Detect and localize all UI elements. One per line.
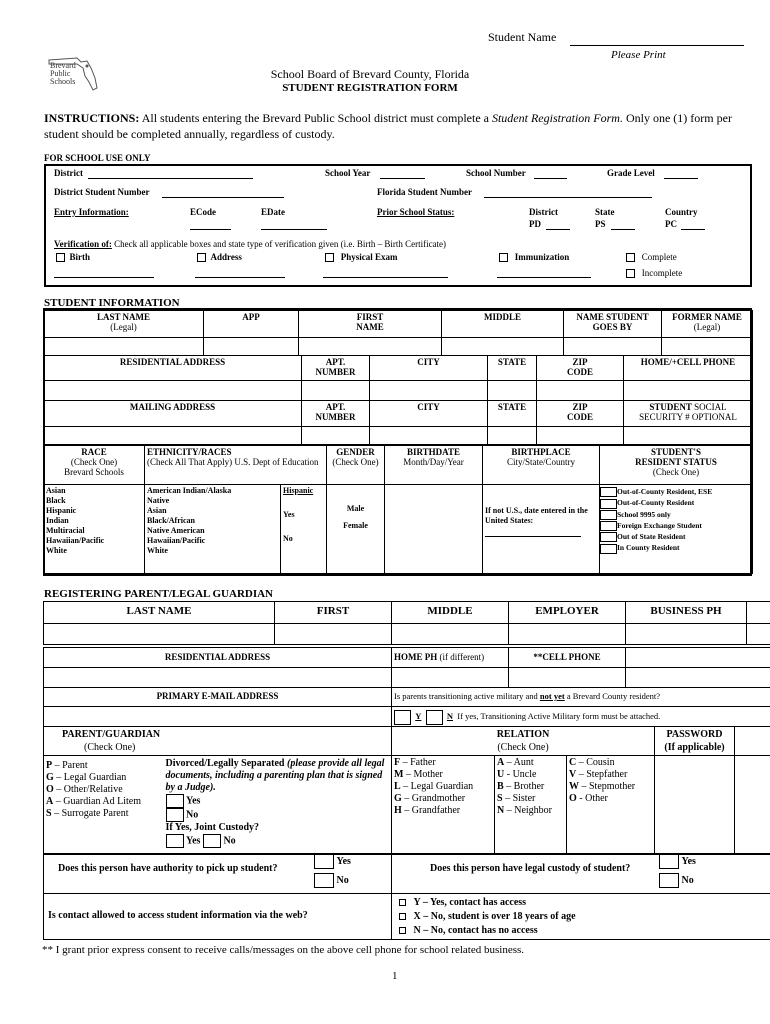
- verification-text: Check all applicable boxes and state type of verification given (i.e. Birth – Birth Certificate): [111, 239, 447, 249]
- florida-student-number-field[interactable]: [484, 197, 652, 198]
- res-checkbox[interactable]: [600, 521, 617, 531]
- immunization-check-row[interactable]: [499, 252, 569, 262]
- immunization-checkbox[interactable]: [499, 253, 508, 262]
- state-header: STATE: [488, 356, 537, 381]
- pg-option[interactable]: P – Parent: [46, 760, 88, 771]
- physical-exam-checkbox[interactable]: [325, 253, 334, 262]
- ethnicity-options[interactable]: [145, 485, 281, 574]
- guardian-contact-edge-input: [626, 668, 770, 688]
- address-label: Address: [210, 252, 242, 262]
- pd-label: PD: [529, 219, 541, 229]
- gender-header: GENDER (Check One): [327, 446, 385, 485]
- instructions-text-a: All students entering the Brevard Public School district must complete a: [139, 111, 492, 125]
- app-input[interactable]: [204, 338, 299, 356]
- race-options[interactable]: [44, 485, 145, 574]
- guardian-first-header: FIRST: [275, 602, 392, 624]
- res-address-header: RESIDENTIAL ADDRESS: [44, 356, 302, 381]
- pg-header: PARENT/GUARDIAN (Check One): [44, 727, 392, 756]
- ethnicity-option[interactable]: Native American: [147, 526, 205, 535]
- divorced-text: Divorced/Legally Separated (please provide all legal documents, including a parenting plan that is signed by a Judge).: [165, 758, 385, 793]
- instructions: [44, 110, 744, 142]
- student-address-table: [43, 355, 753, 445]
- joint-yes-checkbox[interactable]: [166, 834, 184, 848]
- school-year-field[interactable]: [380, 178, 425, 179]
- military-note: If yes, Transitioning Active Military form must be attached.: [457, 711, 661, 721]
- hispanic-yes[interactable]: Yes: [283, 510, 295, 519]
- mailing-apt-header: APT. NUMBER: [302, 401, 370, 427]
- res-checkbox[interactable]: [600, 544, 617, 554]
- pg-option[interactable]: A – Guardian Ad Litem: [46, 796, 141, 807]
- city-input[interactable]: [370, 381, 488, 401]
- physical-exam-label: Physical Exam: [340, 252, 398, 262]
- pickup-cell: [44, 854, 392, 894]
- grade-level-field[interactable]: [664, 178, 698, 179]
- address-checkbox[interactable]: [197, 253, 206, 262]
- former-name-input[interactable]: [662, 338, 753, 356]
- race-option[interactable]: Hawaiian/Pacific: [46, 536, 105, 545]
- guardian-res-address-header: RESIDENTIAL ADDRESS: [44, 648, 392, 668]
- mailing-apt-input[interactable]: [302, 427, 370, 445]
- first-name-input[interactable]: [299, 338, 442, 356]
- birthplace-header: BIRTHPLACE City/State/Country: [483, 446, 600, 485]
- former-name-header: FORMER NAME (Legal): [662, 311, 753, 338]
- race-option[interactable]: White: [46, 546, 67, 555]
- guardian-middle-input[interactable]: [392, 624, 509, 645]
- page-number: 1: [392, 970, 398, 982]
- military-y-checkbox[interactable]: [394, 710, 411, 725]
- apt-input[interactable]: [302, 381, 370, 401]
- zip-input[interactable]: [537, 381, 624, 401]
- res-option-row[interactable]: Out-of-County Resident, ESE: [600, 486, 750, 497]
- guardian-middle-header: MIDDLE: [392, 602, 509, 624]
- password-header: PASSWORD (If applicable): [655, 727, 735, 756]
- res-checkbox[interactable]: [600, 532, 617, 542]
- address-check-row[interactable]: [197, 252, 242, 262]
- relation-option[interactable]: W – Stepmother: [569, 781, 636, 792]
- relation-option[interactable]: L – Legal Guardian: [394, 781, 474, 792]
- race-option[interactable]: Indian: [46, 516, 69, 525]
- custody-cell: [392, 854, 770, 894]
- district-field[interactable]: [88, 178, 253, 179]
- ps-label: PS: [595, 219, 606, 229]
- birth-verification-field[interactable]: [54, 277, 154, 278]
- military-n-label: N: [446, 711, 454, 721]
- hispanic-label: Hispanic: [283, 486, 314, 495]
- guardian-contact-table: [43, 647, 770, 727]
- relation-table: [43, 726, 770, 855]
- relation-option[interactable]: M – Mother: [394, 769, 443, 780]
- verification-label: Verification of:: [54, 239, 112, 249]
- web-y-checkbox[interactable]: [399, 899, 406, 906]
- res-option-row[interactable]: Out-of-County Resident: [600, 497, 750, 508]
- gender-female[interactable]: Female: [343, 521, 368, 530]
- joint-options[interactable]: Yes No: [166, 834, 390, 848]
- resident-status-options[interactable]: [600, 485, 753, 574]
- guardian-cell-header: **CELL PHONE: [509, 648, 626, 668]
- city-header: CITY: [370, 356, 488, 381]
- relation-option[interactable]: B – Brother: [497, 781, 545, 792]
- pg-options[interactable]: [44, 756, 164, 855]
- complete-checkbox[interactable]: [626, 253, 635, 262]
- mailing-state-input[interactable]: [488, 427, 537, 445]
- please-print-note: Please Print: [611, 49, 666, 61]
- address-verification-field[interactable]: [195, 277, 285, 278]
- pickup-question: Does this person have authority to pick up student?: [58, 863, 278, 874]
- entry-info-label: Entry Information:: [54, 207, 129, 217]
- incomplete-checkbox[interactable]: [626, 269, 635, 278]
- student-name-table: [43, 310, 753, 356]
- ethnicity-header: ETHNICITY/RACES (Check All That Apply) U.S. Dept of Education: [145, 446, 327, 485]
- physical-check-row[interactable]: [325, 252, 398, 262]
- divorced-cell: [164, 756, 392, 855]
- web-x-row[interactable]: X – No, student is over 18 years of age: [394, 910, 769, 924]
- guardian-edge-cell: [747, 602, 770, 624]
- res-checkbox[interactable]: [600, 510, 617, 520]
- race-option[interactable]: Hispanic: [46, 506, 77, 515]
- date-entered-field[interactable]: [485, 526, 581, 537]
- ethnicity-option[interactable]: White: [147, 546, 168, 555]
- password-input[interactable]: [655, 756, 735, 855]
- prior-status-label: Prior School Status:: [377, 207, 455, 217]
- custody-question: Does this person have legal custody of student?: [430, 863, 631, 874]
- resident-status-header: STUDENT'S RESIDENT STATUS (Check One): [600, 446, 753, 485]
- physical-verification-field[interactable]: [323, 277, 448, 278]
- edate-label: EDate: [261, 207, 285, 217]
- birthdate-header: BIRTHDATE Month/Day/Year: [385, 446, 483, 485]
- not-us-note: If not U.S., date entered in the United States:: [485, 506, 588, 525]
- web-x-checkbox[interactable]: [399, 913, 406, 920]
- guardian-home-ph-input[interactable]: [392, 668, 509, 688]
- ethnicity-option[interactable]: Asian: [147, 506, 167, 515]
- birth-label: Birth: [69, 252, 91, 262]
- guardian-cell-input[interactable]: [509, 668, 626, 688]
- pg-option[interactable]: O – Other/Relative: [46, 784, 123, 795]
- name-goes-by-input[interactable]: [564, 338, 662, 356]
- joint-no-checkbox[interactable]: [203, 834, 221, 848]
- pg-option[interactable]: G – Legal Guardian: [46, 772, 127, 783]
- hispanic-options[interactable]: [281, 485, 327, 574]
- res-address-input[interactable]: [44, 381, 302, 401]
- guardian-home-ph-header: HOME PH (if different): [392, 648, 509, 668]
- web-n-checkbox[interactable]: [399, 927, 406, 934]
- edate-field[interactable]: [261, 229, 327, 230]
- ecode-field[interactable]: [190, 229, 231, 230]
- res-option-row[interactable]: School 9995 only: [600, 509, 750, 520]
- student-info-heading: STUDENT INFORMATION: [44, 297, 180, 309]
- custody-no-checkbox[interactable]: [659, 873, 679, 888]
- instructions-text-b: Only one (1) form per student should be completed annually, regardless of custody.: [44, 111, 732, 141]
- web-access-question: Is contact allowed to access student information via the web?: [48, 910, 308, 921]
- school-number-label: School Number: [466, 168, 526, 178]
- birth-check-row[interactable]: [56, 252, 90, 262]
- res-checkbox[interactable]: [600, 487, 617, 497]
- ps-field[interactable]: [611, 229, 635, 230]
- demographics-table: [43, 445, 753, 574]
- birth-checkbox[interactable]: [56, 253, 65, 262]
- logo-text: Brevard Public Schools: [50, 61, 76, 86]
- mailing-address-header: MAILING ADDRESS: [44, 401, 302, 427]
- res-option-row[interactable]: Foreign Exchange Student: [600, 520, 750, 531]
- first-name-header: FIRST NAME: [299, 311, 442, 338]
- custody-no-row[interactable]: No: [659, 873, 694, 888]
- birthdate-input[interactable]: [385, 485, 483, 574]
- mailing-city-header: CITY: [370, 401, 488, 427]
- relation-option[interactable]: V – Stepfather: [569, 769, 628, 780]
- relation-col-3[interactable]: [567, 756, 655, 855]
- authority-table: [43, 853, 770, 940]
- military-y-label: Y: [415, 711, 422, 721]
- divorced-yes-checkbox[interactable]: [166, 794, 184, 808]
- guardian-res-address-input[interactable]: [44, 668, 392, 688]
- ethnicity-option[interactable]: Native: [147, 496, 170, 505]
- res-checkbox[interactable]: [600, 499, 617, 509]
- state-input[interactable]: [488, 381, 537, 401]
- guardian-email-header: PRIMARY E-MAIL ADDRESS: [44, 688, 392, 707]
- pickup-no-checkbox[interactable]: [314, 873, 334, 888]
- custody-yes-row[interactable]: Yes: [659, 854, 696, 869]
- relation-col-2[interactable]: [495, 756, 567, 855]
- relation-option[interactable]: O - Other: [569, 793, 608, 804]
- mailing-zip-input[interactable]: [537, 427, 624, 445]
- relation-edge: [735, 727, 770, 756]
- form-title: STUDENT REGISTRATION FORM: [282, 82, 458, 94]
- school-number-field[interactable]: [534, 178, 567, 179]
- pickup-no-row[interactable]: No: [314, 873, 349, 888]
- guardian-first-input[interactable]: [275, 624, 392, 645]
- instructions-form-name: Student Registration Form.: [491, 111, 623, 125]
- guardian-edge-input: [747, 624, 770, 645]
- guardian-email-input[interactable]: [44, 707, 392, 727]
- district-pd-label: District: [529, 207, 558, 217]
- ssn-header: STUDENT SOCIAL SECURITY # OPTIONAL: [624, 401, 753, 427]
- grade-level-label: Grade Level: [607, 168, 655, 178]
- district-student-number-field[interactable]: [162, 197, 284, 198]
- state-ps-label: State: [595, 207, 615, 217]
- relation-option[interactable]: S – Sister: [497, 793, 536, 804]
- custody-yes-checkbox[interactable]: [659, 854, 679, 869]
- relation-edge-input: [735, 756, 770, 855]
- guardian-last-header: LAST NAME: [44, 602, 275, 624]
- hispanic-no[interactable]: No: [283, 534, 293, 543]
- mailing-city-input[interactable]: [370, 427, 488, 445]
- ethnicity-option[interactable]: Hawaiian/Pacific: [147, 536, 206, 545]
- mailing-address-input[interactable]: [44, 427, 302, 445]
- relation-option[interactable]: H – Grandfather: [394, 805, 461, 816]
- relation-option[interactable]: N – Neighbor: [497, 805, 553, 816]
- home-cell-header: HOME/+CELL PHONE: [624, 356, 753, 381]
- web-access-cell: [44, 894, 392, 940]
- res-option-row[interactable]: In County Resident: [600, 542, 750, 553]
- military-n-checkbox[interactable]: [426, 710, 443, 725]
- guardian-employer-header: EMPLOYER: [509, 602, 626, 624]
- gender-options[interactable]: [327, 485, 385, 574]
- complete-check-row[interactable]: [626, 252, 677, 262]
- incomplete-label: Incomplete: [641, 268, 683, 278]
- middle-input[interactable]: [442, 338, 564, 356]
- race-header: RACE (Check One) Brevard Schools: [44, 446, 145, 485]
- guardian-contact-edge: [626, 648, 770, 668]
- last-name-header: LAST NAME (Legal): [44, 311, 204, 338]
- web-access-options[interactable]: [392, 894, 770, 940]
- school-year-label: School Year: [325, 168, 371, 178]
- student-name-label: Student Name: [488, 30, 557, 44]
- pc-field[interactable]: [681, 229, 705, 230]
- divorced-no-row[interactable]: No: [166, 808, 390, 822]
- apt-header: APT. NUMBER: [302, 356, 370, 381]
- district-label: District: [54, 168, 83, 178]
- middle-header: MIDDLE: [442, 311, 564, 338]
- guardian-business-input[interactable]: [626, 624, 747, 645]
- guardian-name-table: [43, 601, 770, 645]
- military-question: Is parents transitioning active military and not yet a Brevard County resident?: [392, 688, 770, 707]
- name-goes-by-header: NAME STUDENT GOES BY: [564, 311, 662, 338]
- pickup-yes-checkbox[interactable]: [314, 854, 334, 869]
- consent-statement: ** I grant prior express consent to receive calls/messages on the above cell phone for school related business.: [42, 944, 525, 956]
- florida-student-number-label: Florida Student Number: [377, 187, 473, 197]
- mailing-state-header: STATE: [488, 401, 537, 427]
- relation-option[interactable]: C – Cousin: [569, 757, 615, 768]
- zip-header: ZIP CODE: [537, 356, 624, 381]
- pg-option[interactable]: S – Surrogate Parent: [46, 808, 129, 819]
- district-student-number-label: District Student Number: [54, 187, 150, 197]
- guardian-last-input[interactable]: [44, 624, 275, 645]
- gender-male[interactable]: Male: [346, 504, 365, 513]
- immunization-label: Immunization: [514, 252, 570, 262]
- guardian-employer-input[interactable]: [509, 624, 626, 645]
- country-pc-label: Country: [665, 207, 698, 217]
- relation-header: RELATION (Check One): [392, 727, 655, 756]
- race-option[interactable]: Asian: [46, 486, 66, 495]
- home-cell-input[interactable]: [624, 381, 753, 401]
- divorced-yes-row[interactable]: Yes: [166, 794, 390, 808]
- relation-option[interactable]: F – Father: [394, 757, 436, 768]
- verification-row: [54, 239, 446, 249]
- last-name-input[interactable]: [44, 338, 204, 356]
- relation-option[interactable]: G – Grandmother: [394, 793, 466, 804]
- incomplete-check-row[interactable]: [626, 268, 682, 278]
- pc-label: PC: [665, 219, 677, 229]
- pd-field[interactable]: [546, 229, 570, 230]
- school-use-heading: FOR SCHOOL USE ONLY: [44, 153, 151, 163]
- relation-option[interactable]: U - Uncle: [497, 769, 537, 780]
- ecode-label: ECode: [190, 207, 217, 217]
- mailing-zip-header: ZIP CODE: [537, 401, 624, 427]
- divorced-no-checkbox[interactable]: [166, 808, 184, 822]
- student-name-field[interactable]: [570, 45, 744, 46]
- ethnicity-option[interactable]: American Indian/Alaska: [147, 486, 232, 495]
- immunization-verification-field[interactable]: [497, 277, 591, 278]
- brevard-logo: [47, 52, 105, 94]
- joint-custody-label: If Yes, Joint Custody?: [165, 822, 260, 833]
- relation-col-1[interactable]: [392, 756, 495, 855]
- birthplace-input[interactable]: [483, 485, 600, 574]
- relation-option[interactable]: A – Aunt: [497, 757, 534, 768]
- res-option-row[interactable]: Out of State Resident: [600, 531, 750, 542]
- military-options[interactable]: [392, 707, 770, 727]
- ethnicity-option[interactable]: Black/African: [147, 516, 195, 525]
- pickup-yes-row[interactable]: Yes: [314, 854, 351, 869]
- guardian-heading: REGISTERING PARENT/LEGAL GUARDIAN: [44, 588, 274, 600]
- complete-label: Complete: [641, 252, 677, 262]
- race-option[interactable]: Black: [46, 496, 66, 505]
- web-n-row[interactable]: N – No, contact has no access: [394, 924, 769, 938]
- race-option[interactable]: Multiracial: [46, 526, 85, 535]
- guardian-business-header: BUSINESS PH: [626, 602, 747, 624]
- web-y-row[interactable]: Y – Yes, contact has access: [394, 896, 769, 910]
- instructions-label: INSTRUCTIONS:: [44, 111, 140, 125]
- org-name: School Board of Brevard County, Florida: [270, 67, 470, 81]
- ssn-input[interactable]: [624, 427, 753, 445]
- app-header: APP: [204, 311, 299, 338]
